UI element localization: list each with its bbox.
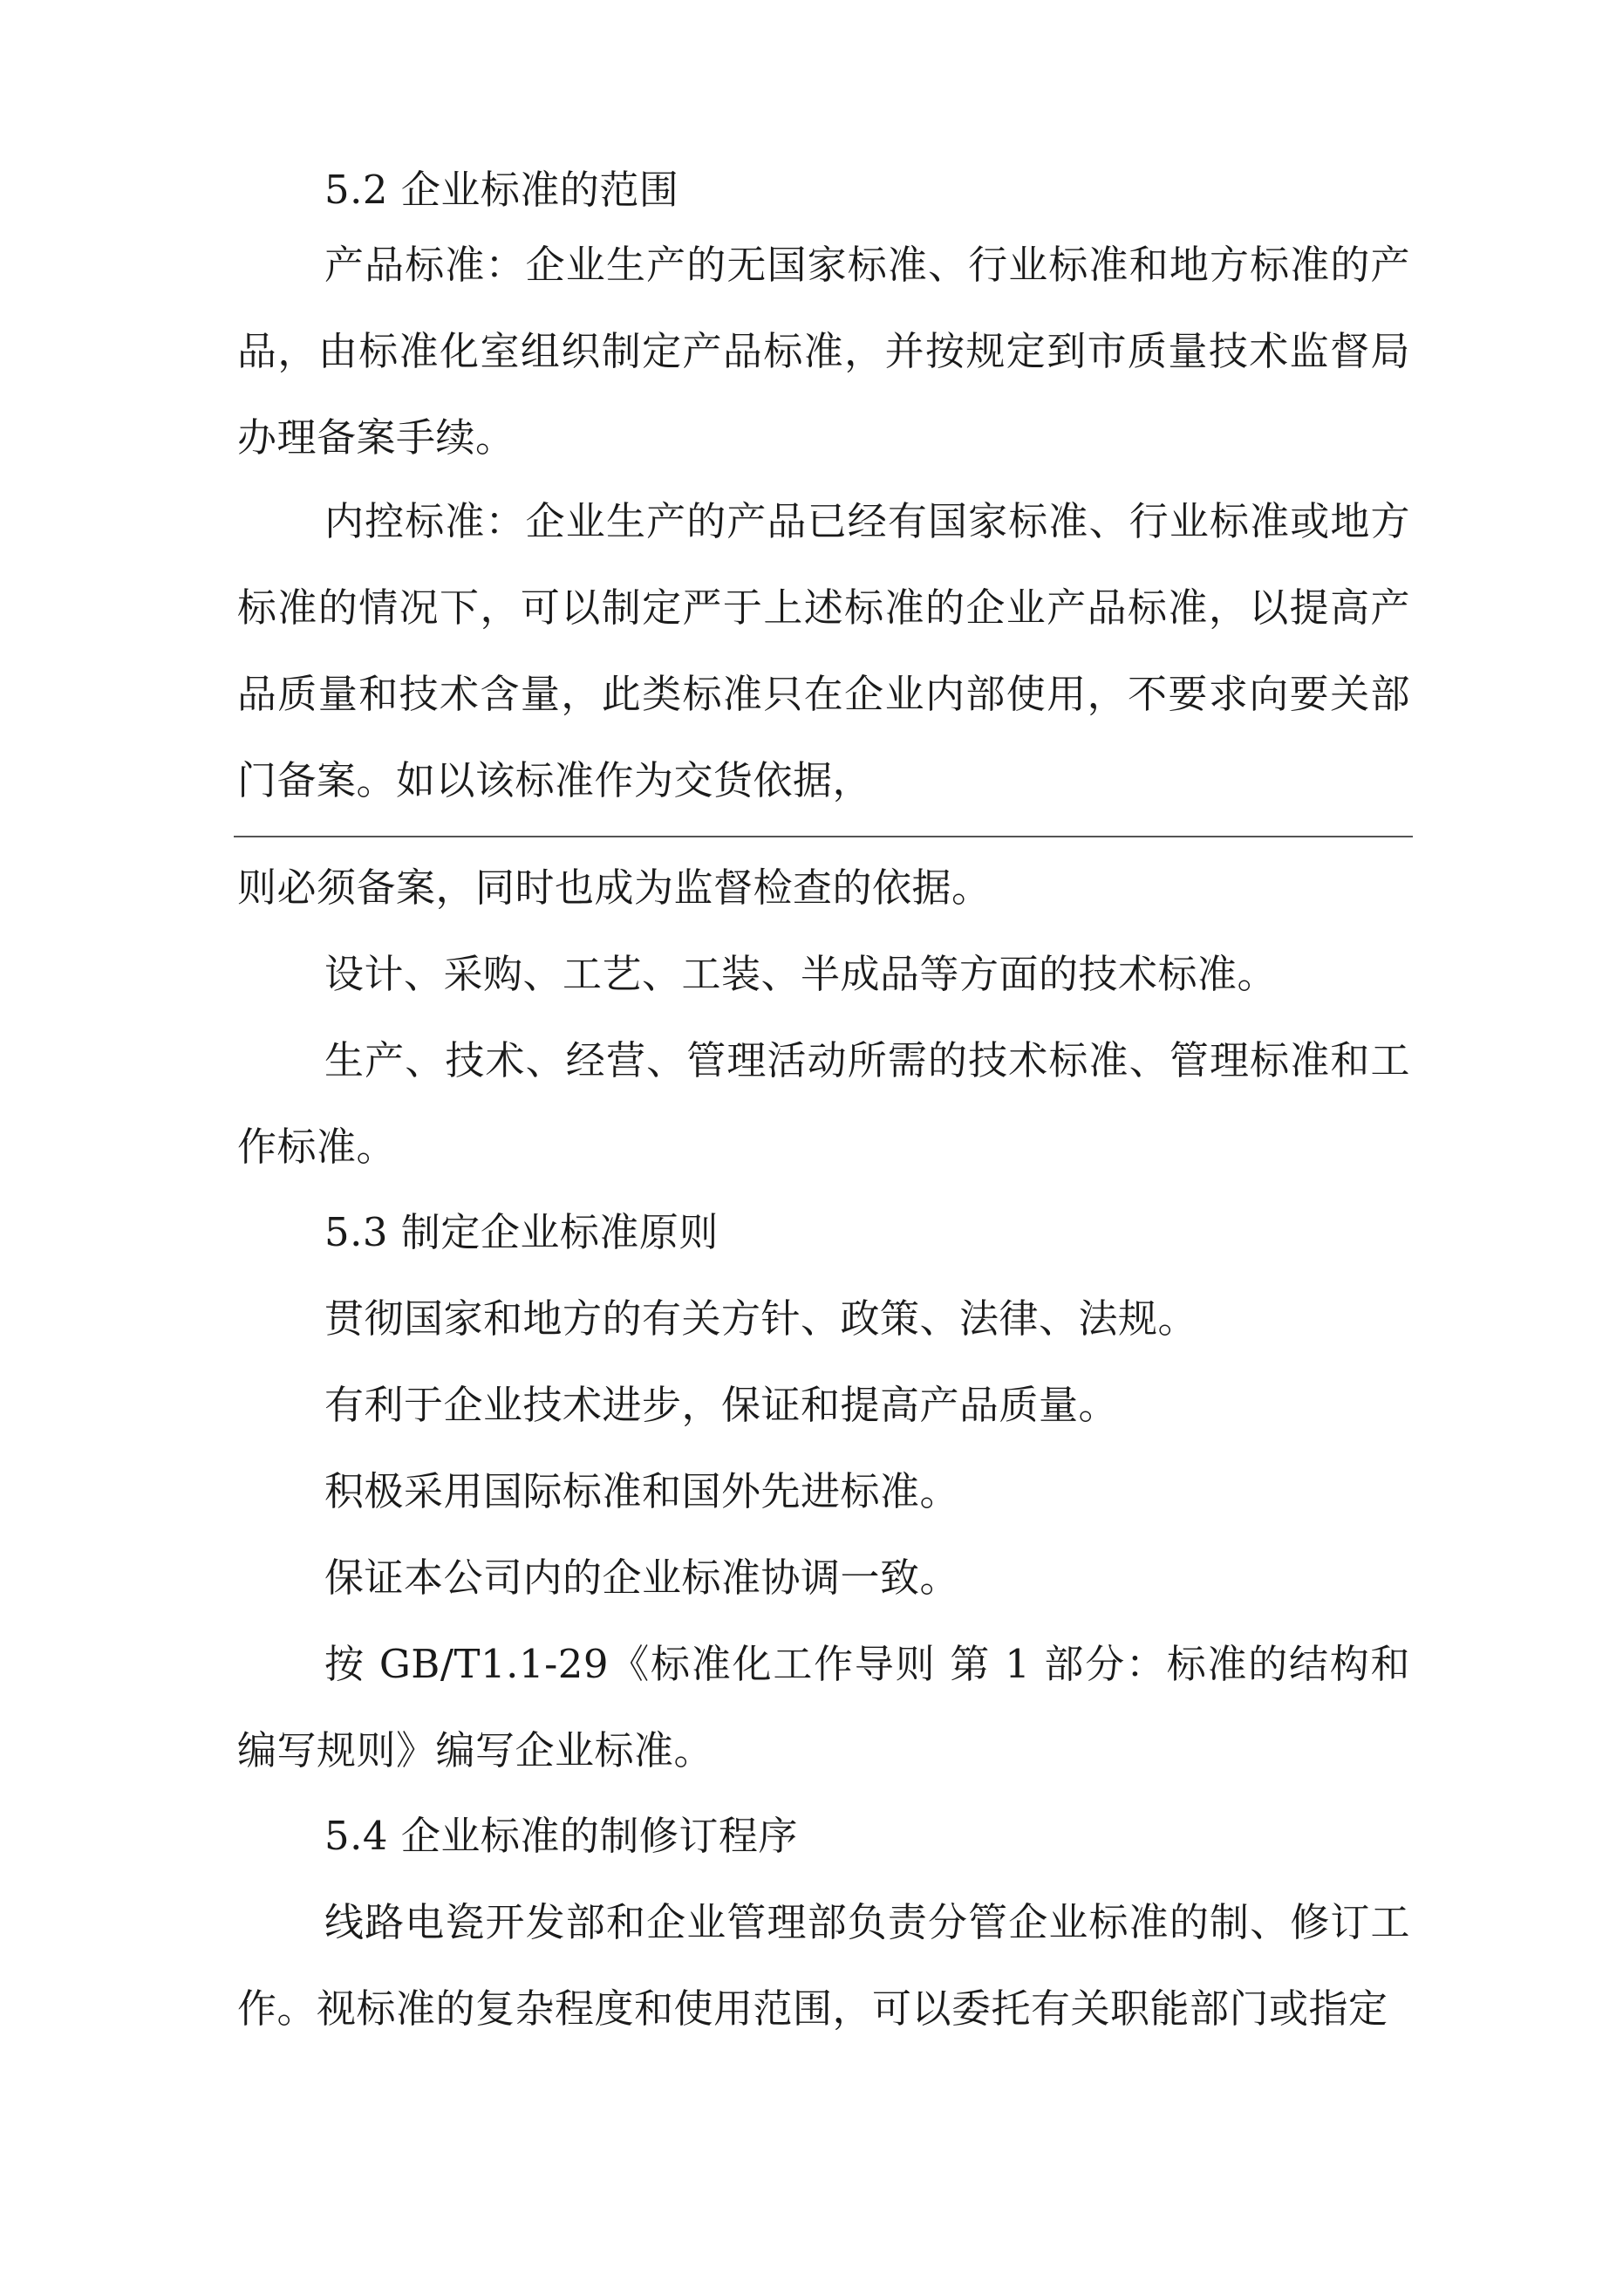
paragraph-internal-standard-continued: 则必须备案，同时也成为监督检查的依据。 [237, 864, 992, 911]
section-heading-5-4: 5.4 企业标准的制修订程序 [324, 1813, 798, 1859]
paragraph-product-standard: 产品标准：企业生产的无国家标准、行业标准和地方标准的产品，由标准化室组织制定产品标准，并按规定到市质量技术监督局办理备案手续。 [237, 242, 1410, 461]
paragraph-principle-5: 按 GB/T1.1-29《标准化工作导则 第 1 部分：标准的结构和编写规则》编写企业标准。 [237, 1641, 1410, 1773]
paragraph-design-standards: 设计、采购、工艺、工装、半成品等方面的技术标准。 [324, 951, 1278, 997]
paragraph-revision-procedure: 线路电瓷开发部和企业管理部负责分管企业标准的制、修订工作。视标准的复杂程度和使用范围，可以委托有关职能部门或指定 [237, 1899, 1410, 2032]
paragraph-principle-1: 贯彻国家和地方的有关方针、政策、法律、法规。 [324, 1295, 1198, 1342]
paragraph-principle-4: 保证本公司内的企业标准协调一致。 [324, 1555, 960, 1601]
paragraph-principle-3: 积极采用国际标准和国外先进标准。 [324, 1468, 960, 1514]
page-break-divider [234, 836, 1413, 837]
paragraph-production-standards: 生产、技术、经营、管理活动所需的技术标准、管理标准和工作标准。 [237, 1037, 1410, 1170]
paragraph-principle-2: 有利于企业技术进步，保证和提高产品质量。 [324, 1382, 1119, 1428]
section-heading-5-2: 5.2 企业标准的范围 [324, 167, 679, 213]
section-heading-5-3: 5.3 制定企业标准原则 [324, 1209, 719, 1255]
paragraph-internal-standard: 内控标准：企业生产的产品已经有国家标准、行业标准或地方标准的情况下，可以制定严于上述标准的企业产品标准，以提高产品质量和技术含量，此类标准只在企业内部使用，不要求向要关部门备案。如以该标准作为交货依据， [237, 498, 1410, 803]
